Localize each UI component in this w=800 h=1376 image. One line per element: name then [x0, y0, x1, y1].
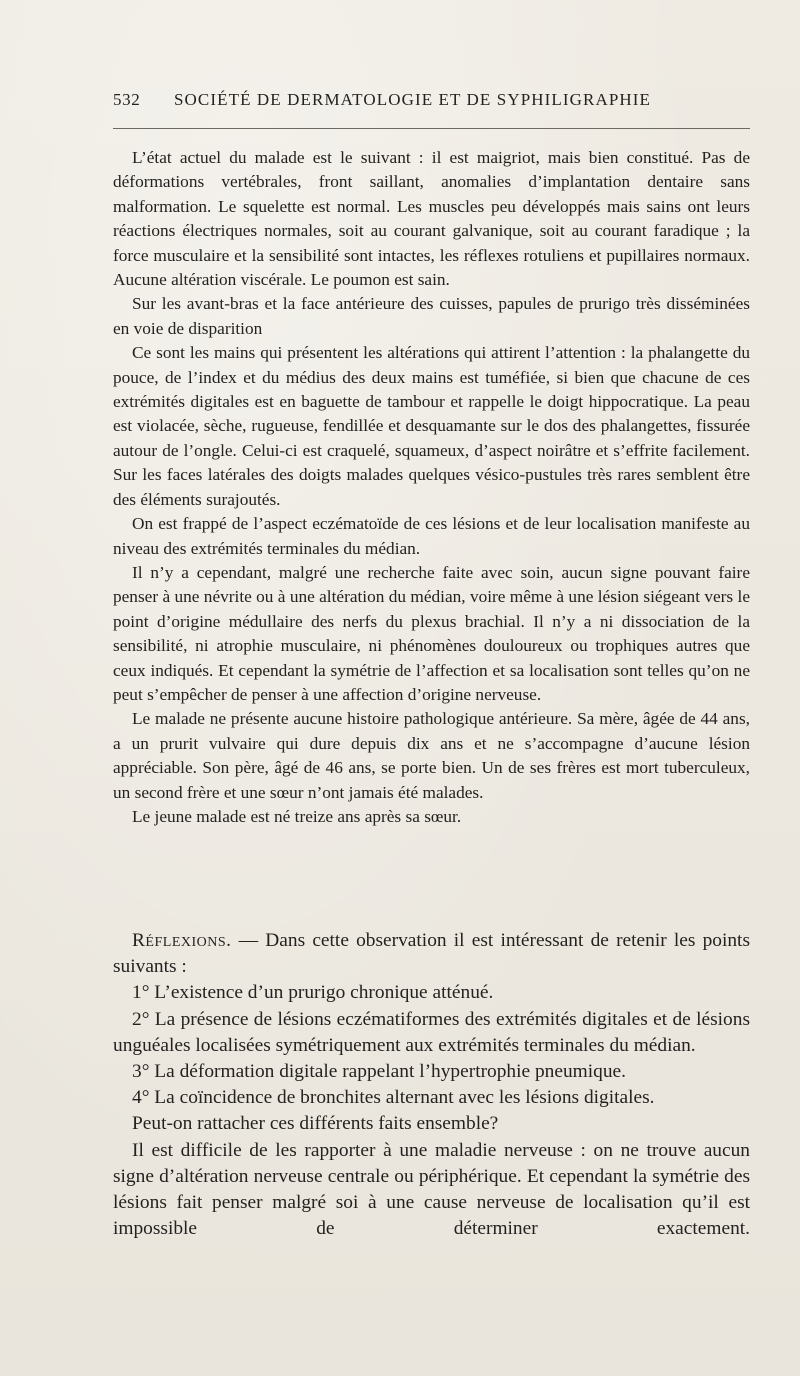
- reflexions-label: Réflexions.: [132, 930, 232, 951]
- paragraph-nerve-examination: Il n’y a cependant, malgré une recherche faite avec soin, aucun signe pouvant faire penser à une névrite ou à une altération du médian, voire même à une lésion siégeant vers le point d’origine médullaire des nerfs du plexus brachial. Il n’y a ni dissociation de la sensibilité, ni atrophie musculaire, ni phénomènes douloureux ou trophiques autres que ceux indiqués. Et cependant la symétrie de l’affection et sa localisation sont telles qu’on ne peut s’empêcher de penser à une affection d’origine nerveuse.: [113, 562, 750, 704]
- reflexions-item-1: 1° L’existence d’un prurigo chronique atténué.: [132, 982, 494, 1004]
- running-header: [113, 90, 750, 114]
- reflexions-section: [113, 928, 750, 1242]
- reflexions-question: Peut-on rattacher ces différents faits ensemble?: [132, 1113, 499, 1135]
- case-description: [113, 146, 750, 829]
- paragraph-eczematoid: On est frappé de l’aspect eczématoïde de ces lésions et de leur localisation manifeste au niveau des extrémités terminales du médian.: [113, 514, 750, 558]
- header-rule: [113, 128, 750, 129]
- page-number: 532: [113, 90, 141, 109]
- reflexions-intro: [113, 928, 750, 980]
- running-title: SOCIÉTÉ DE DERMATOLOGIE ET DE SYPHILIGRAPHIE: [174, 90, 652, 109]
- reflexions-conclusion: Il est difficile de les rapporter à une maladie nerveuse : on ne trouve aucun signe d’altération nerveuse centrale ou périphérique. Et cependant la symétrie des lésions fait penser malgré soi à une cause nerveuse de localisation qu’il est impossible de déterminer exactement.: [113, 1139, 750, 1240]
- reflexions-item-2: 2° La présence de lésions eczématiformes des extrémités digitales et de lésions unguéales localisées symétriquement aux extrémités terminales du médian.: [113, 1008, 750, 1056]
- paragraph-hands: Ce sont les mains qui présentent les altérations qui attirent l’attention : la phalangette du pouce, de l’index et du médius des deux mains est tuméfiée, si bien que chacune de ces extrémités digitales est en baguette de tambour et rappelle le doigt hippocratique. La peau est violacée, sèche, rugueuse, fendillée et desquamante sur le dos des phalangettes, fissurée autour de l’ongle. Celui-ci est craquelé, squameux, d’aspect noirâtre et s’effrite facilement. Sur les faces latérales des doigts malades quelques vésico-pustules très rares semblent être des éléments surajoutés.: [113, 343, 750, 509]
- paragraph-family-history: Le malade ne présente aucune histoire pathologique antérieure. Sa mère, âgée de 44 ans, a un prurit vulvaire qui dure depuis dix ans et ne s’accompagne d’aucune lésion appréciable. Son père, âgé de 46 ans, se porte bien. Un de ses frères est mort tuberculeux, un second frère et une sœur n’ont jamais été malades.: [113, 709, 750, 802]
- paragraph-current-state: L’état actuel du malade est le suivant : il est maigriot, mais bien constitué. Pas de déformations vertébrales, front saillant, anomalies d’implantation dentaire sans malformation. Le squelette est normal. Les muscles peu développés mais sains ont leurs réactions électriques normales, soit au courant galvanique, soit au courant faradique ; la force musculaire et la sensibilité sont intactes, les réflexes rotuliens et pupillaires normaux. Aucune altération viscérale. Le poumon est sain.: [113, 148, 750, 290]
- reflexions-item-4: 4° La coïncidence de bronchites alternant avec les lésions digitales.: [132, 1087, 655, 1109]
- reflexions-intro-text: — Dans cette observation il est intéressant de retenir les points suivants :: [113, 930, 750, 978]
- paragraph-birth: Le jeune malade est né treize ans après sa sœur.: [132, 806, 462, 826]
- reflexions-item-3: 3° La déformation digitale rappelant l’hypertrophie pneumique.: [132, 1061, 626, 1083]
- paragraph-prurigo: Sur les avant-bras et la face antérieure des cuisses, papules de prurigo très disséminées en voie de disparition: [113, 294, 750, 338]
